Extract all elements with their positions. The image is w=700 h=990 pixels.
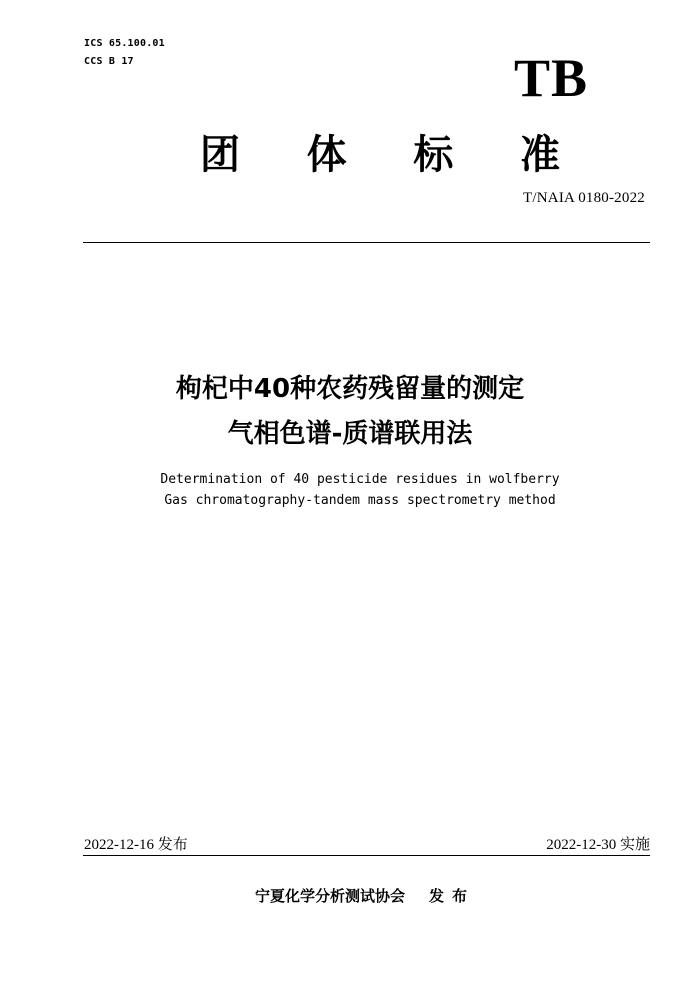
title-chinese-line-2: 气相色谱-质谱联用法: [227, 419, 473, 449]
standard-type-heading: [200, 130, 560, 180]
implementation-date: 2022-12-30 实施: [546, 837, 650, 853]
publisher-name: 宁夏化学分析测试协会: [255, 887, 406, 905]
footer-divider: [83, 855, 650, 856]
standard-type-char: 准: [519, 132, 560, 178]
standard-number: T/NAIA 0180-2022: [523, 190, 645, 206]
title-english-line-2: Gas chromatography-tandem mass spectrometry method: [164, 493, 556, 508]
issue-date: 2022-12-16 发布: [84, 837, 188, 853]
standard-type-char: 标: [413, 132, 454, 178]
tb-logo: TB: [514, 48, 589, 108]
publish-word: 发布: [429, 887, 476, 905]
title-chinese-line-1: 枸杞中40种农药残留量的测定: [175, 374, 525, 404]
header-divider: [83, 242, 650, 243]
publisher-line: [255, 886, 475, 906]
ics-code: ICS 65.100.01: [84, 38, 165, 49]
standard-type-char: 体: [306, 132, 347, 178]
ccs-code: CCS B 17: [84, 56, 134, 67]
standard-type-char: 团: [200, 132, 240, 178]
title-english-line-1: Determination of 40 pesticide residues in wolfberry: [160, 472, 560, 487]
